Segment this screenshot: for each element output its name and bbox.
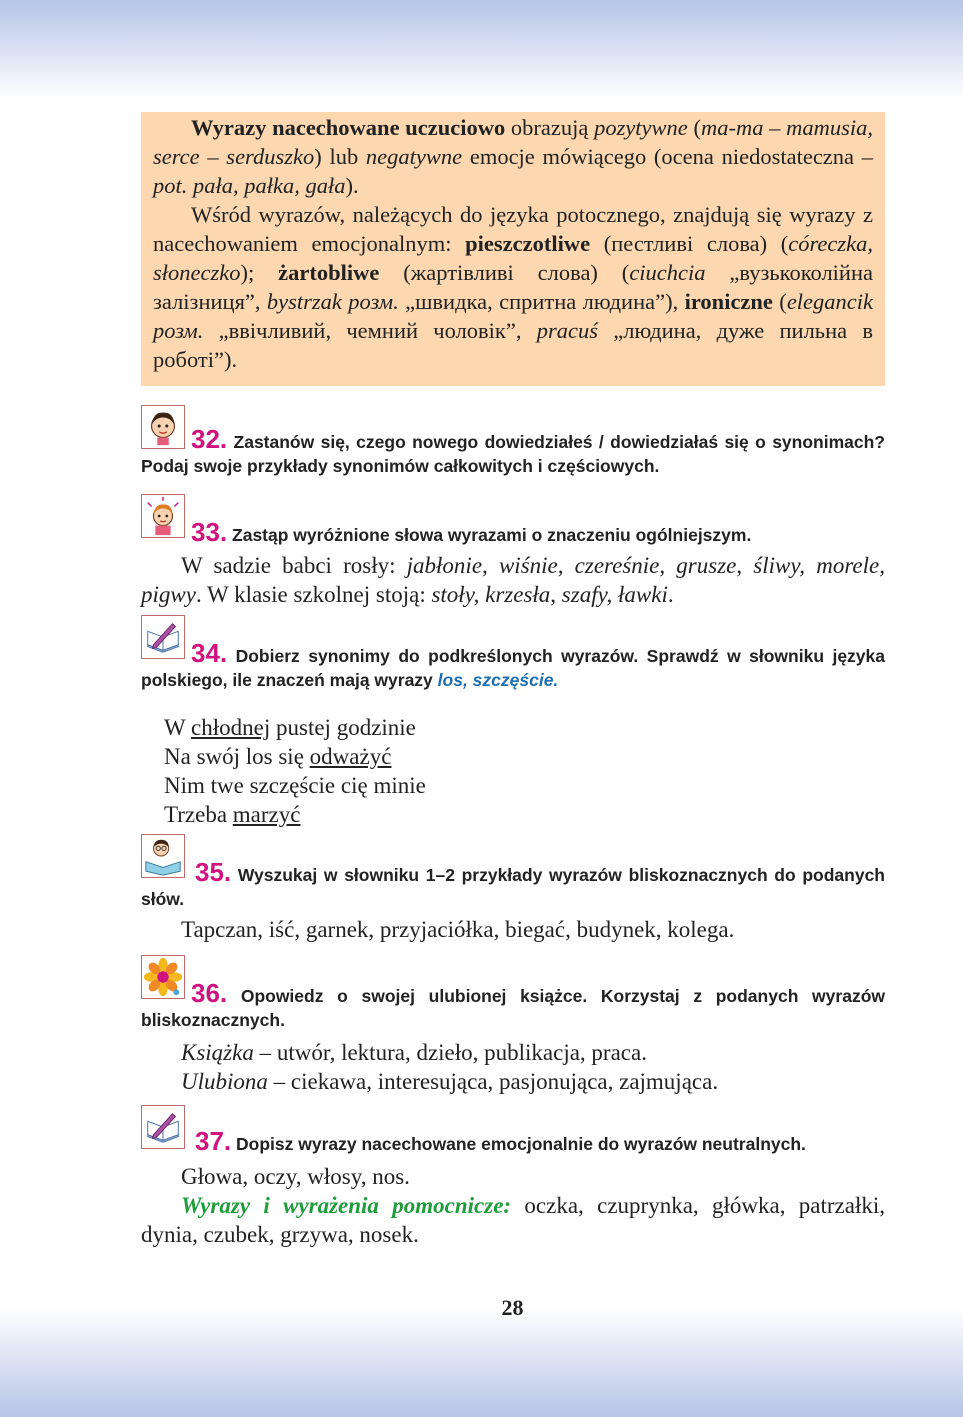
- reading-child-icon: [141, 834, 185, 878]
- page-number: 28: [501, 1295, 524, 1320]
- pen-book-icon: [141, 1105, 185, 1149]
- exercise-33: [141, 494, 885, 609]
- helper-label: Wyrazy i wyrażenia pomocnicze:: [181, 1193, 512, 1218]
- exercise-number: 37.: [195, 1126, 232, 1156]
- exercise-35-task: 35. Wyszukaj w słowniku 1–2 przykłady wyrazów bliskoznacznych do podanych słów.: [141, 857, 885, 909]
- exercise-37-helper: Wyrazy i wyrażenia pomocnicze: oczka, czuprynka, główka, patrzałki, dynia, czubek, grzywa, nosek.: [141, 1193, 885, 1247]
- exercise-33-body: W sadzie babci rosły: jabłonie, wiśnie, czereśnie, grusze, śliwy, morele, pigwy. W klasie szkolnej stoją: stoły, krzesła, szafy, ławki.: [141, 553, 885, 607]
- exercise-32: [141, 405, 885, 478]
- exercise-34-task: 34. Dobierz synonimy do podkreślonych wyrazów. Sprawdź w słowniku języka polskiego, ile znaczeń mają wyrazy los, szczęście.: [141, 638, 885, 690]
- exercise-37-task: 37. Dopisz wyrazy nacechowane emocjonalnie do wyrazów neutralnych.: [195, 1126, 806, 1156]
- exercise-37-body: Głowa, oczy, włosy, nos.: [181, 1164, 410, 1189]
- exercise-36-task: 36. Opowiedz o swojej ulubionej książce. Korzystaj z podanych wyrazów bliskoznacznych.: [141, 978, 885, 1030]
- rule-paragraph-1: Wyrazy nacechowane uczuciowo obrazują pozytywne (ma-ma – mamusia, serce – serduszko) lub negatywne emocje mówiącego (ocena niedostateczna – pot. pała, pałka, gała).: [153, 115, 873, 198]
- girl-face-icon: [141, 405, 185, 449]
- exercise-32-task: 32. Zastanów się, czego nowego dowiedziałeś / dowiedziałaś się o synonimach? Podaj swoje przykłady synonimów całkowitych i częściowych.: [141, 424, 885, 476]
- exercise-35-body: Tapczan, iść, garnek, przyjaciółka, biegać, budynek, kolega.: [181, 917, 735, 942]
- exercise-number: 34.: [191, 638, 228, 668]
- rule-term: Wyrazy nacechowane uczuciowo: [191, 115, 506, 140]
- poem: [141, 713, 885, 829]
- exercise-34: [141, 615, 885, 829]
- exercise-number: 36.: [191, 978, 228, 1008]
- exercise-number: 35.: [195, 857, 232, 887]
- pen-book-icon: [141, 615, 185, 659]
- exercise-35: [141, 834, 885, 944]
- poem-line: Na swój los się odważyć: [164, 744, 392, 769]
- exercise-number: 33.: [191, 517, 228, 547]
- exercise-number: 32.: [191, 424, 228, 454]
- exercise-37: [141, 1105, 885, 1249]
- poem-line: W chłodnej pustej godzinie: [164, 715, 416, 740]
- exercise-36: [141, 955, 885, 1096]
- highlighted-words: los, szczęście.: [437, 670, 559, 690]
- thinking-child-icon: [141, 494, 185, 538]
- exercise-36-line-2: Ulubiona – ciekawa, interesująca, pasjonująca, zajmująca.: [181, 1069, 719, 1094]
- exercise-36-line-1: Książka – utwór, lektura, dzieło, publikacja, praca.: [181, 1040, 647, 1065]
- rule-box: [141, 112, 885, 386]
- poem-line: Trzeba marzyć: [164, 802, 301, 827]
- flower-icon: [141, 955, 185, 999]
- poem-line: Nim twe szczęście cię minie: [164, 773, 426, 798]
- exercise-33-task: 33. Zastąp wyróżnione słowa wyrazami o znaczeniu ogólniejszym.: [191, 517, 752, 547]
- rule-paragraph-2: Wśród wyrazów, należących do języka potocznego, znajdują się wyrazy z nacechowaniem emocjonalnym: pieszczotliwe (пестливі слова) (córeczka, słoneczko); żartobliwe (жартівливі слова) (ciuchcia „вузькоколійна залізниця”, bystrzak розм. „швидка, спритна людина”), ironiczne (elegancik розм. „ввічливий, чемний чоловік”, pracuś „людина, дуже пильна в роботі”).: [153, 202, 874, 372]
